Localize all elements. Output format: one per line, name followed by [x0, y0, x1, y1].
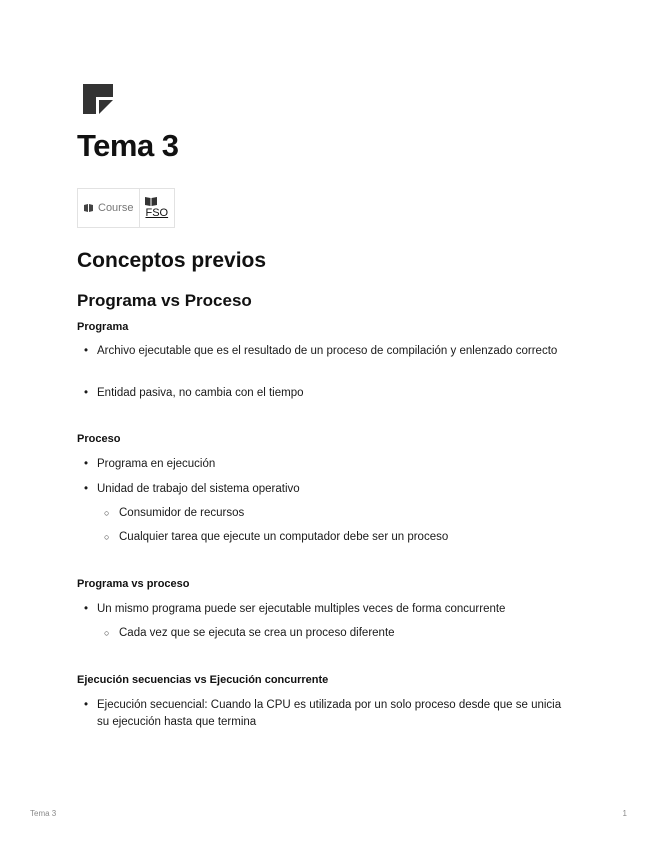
property-key-cell [78, 189, 140, 227]
bullet-icon: • [84, 387, 89, 399]
list-item [84, 456, 567, 473]
section-heading-proceso: Proceso [77, 433, 121, 445]
page-number: 1 [622, 809, 627, 818]
sub-list-item-text: Consumidor de recursos [119, 507, 245, 519]
hollow-bullet-icon: ○ [104, 532, 110, 542]
bullet-icon: • [84, 699, 89, 711]
page-icon [83, 84, 113, 114]
section-heading-ejecucion: Ejecución secuencias vs Ejecución concurrente [77, 674, 329, 686]
list-item-text: Entidad pasiva, no cambia con el tiempo [97, 387, 304, 399]
footer-title: Tema 3 [30, 809, 57, 818]
heading-programa-vs-proceso: Programa vs Proceso [77, 291, 252, 310]
hollow-bullet-icon: ○ [104, 628, 110, 638]
book-icon [84, 204, 93, 212]
list-item [84, 385, 567, 402]
section-heading-programa: Programa [77, 321, 129, 333]
list-item-text: Ejecución secuencial: Cuando la CPU es utilizada por un solo proceso desde que se unicia su ejecución hasta que termina [97, 699, 562, 728]
sub-list-item [104, 625, 559, 642]
heading-conceptos-previos: Conceptos previos [77, 249, 267, 272]
list-item-text: Programa en ejecución [97, 458, 216, 470]
sub-list-item-text: Cada vez que se ejecuta se crea un proceso diferente [119, 627, 395, 639]
open-book-icon [145, 197, 157, 206]
list-item-text: Unidad de trabajo del sistema operativo [97, 483, 300, 495]
hollow-bullet-icon: ○ [104, 508, 110, 518]
property-key: Course [98, 202, 134, 214]
properties-table [77, 188, 175, 228]
sub-list-item [104, 529, 559, 546]
property-value-link[interactable]: FSO [145, 207, 169, 219]
page-title: Tema 3 [77, 128, 179, 163]
property-value-cell [140, 189, 174, 227]
bullet-icon: • [84, 345, 89, 357]
list-item [84, 601, 567, 618]
sub-list-item [104, 505, 559, 522]
list-item-text: Archivo ejecutable que es el resultado de un proceso de compilación y enlenzado correcto [97, 345, 558, 357]
bullet-icon: • [84, 603, 89, 615]
list-item [84, 343, 567, 360]
bullet-icon: • [84, 483, 89, 495]
list-item [84, 697, 567, 731]
bullet-icon: • [84, 458, 89, 470]
list-item [84, 481, 567, 498]
list-item-text: Un mismo programa puede ser ejecutable multiples veces de forma concurrente [97, 603, 506, 615]
sub-list-item-text: Cualquier tarea que ejecute un computador debe ser un proceso [119, 531, 449, 543]
section-heading-programa-vs-proceso: Programa vs proceso [77, 578, 190, 590]
